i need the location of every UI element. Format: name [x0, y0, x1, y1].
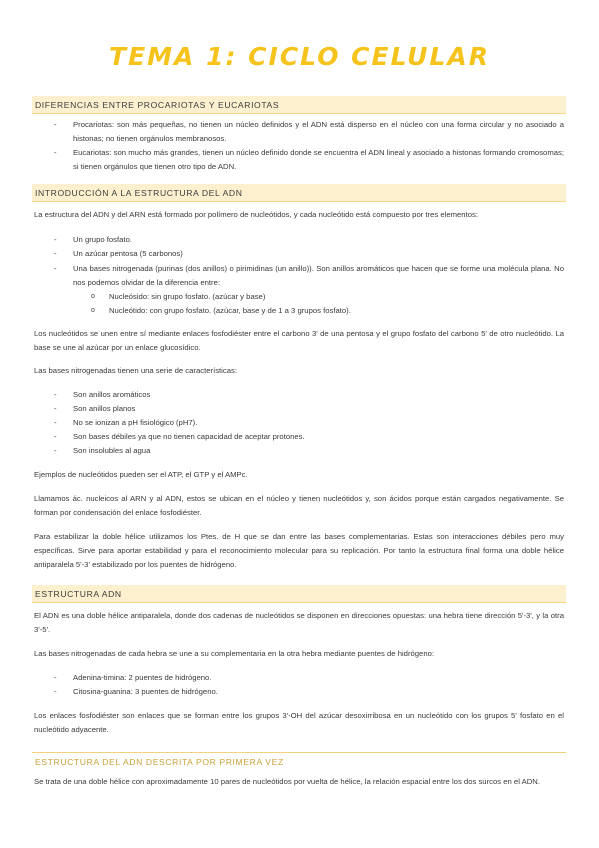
list-item: Un azúcar pentosa (5 carbonos) — [73, 249, 183, 258]
list-item: Son anillos planos — [73, 404, 136, 413]
dash-marker: - — [54, 390, 57, 399]
list-item: Son insolubles al agua — [73, 446, 151, 455]
paragraph: Los enlaces fosfodiéster son enlaces que se forman entre los grupos 3'-OH del azúcar desoxirribosa en un nucleótido con los grupos 5' fosfato en el nucleótido adyacente. — [34, 711, 564, 734]
paragraph: El ADN es una doble hélice antiparalela, donde dos cadenas de nucleótidos se disponen en direcciones opuestas: una hebra tiene dirección 5'-3', y la otra 3'-5'. — [34, 611, 564, 634]
list-item: Son anillos aromáticos — [73, 390, 151, 399]
dash-marker: - — [54, 446, 57, 455]
paragraph: Para estabilizar la doble hélice utilizamos los Ptes. de H que se dan entre las bases complementarias. Estas son interacciones débiles pero muy específicas. Sirve para aportar estabilidad y para el reconocimiento molecular para su replicación. Por tanto la estructura final forma una doble hélice antiparalela 5'-3' estabilizado por los puentes de hidrógeno. — [34, 532, 564, 569]
list-item: Procariotas: son más pequeñas, no tienen un núcleo definidos y el ADN está disperso en el núcleo con una forma circular y no asociado a histonas; no tienen orgánulos membranosos. — [73, 120, 564, 143]
paragraph: Llamamos ác. nucleicos al ARN y al ADN, estos se ubican en el núcleo y tienen nucleótidos y, son ácidos porque están cargados negativamente. Se forman por condensación del enlace fosfodiéster. — [34, 494, 564, 517]
list-item: Eucariotas: son mucho más grandes, tienen un núcleo definido donde se encuentra el ADN lineal y asociado a histonas formando cromosomas; si tienen orgánulos que tienen otro tipo de ADN. — [73, 148, 564, 171]
paragraph: Los nucleótidos se unen entre sí mediante enlaces fosfodiéster entre el carbono 3' de una pentosa y el grupo fosfato del carbono 5' de otro nucleótido. La base se une al azúcar por un enlace glucosídico. — [34, 329, 564, 352]
list-item: Una bases nitrogenada (purinas (dos anillos) o pirimidinas (un anillo)). Son anillos aromáticos que hacen que se forme una molécula plana. No nos podemos olvidar de la diferencia entre: — [73, 264, 564, 287]
bullet-marker: o — [91, 293, 95, 300]
dash-marker: - — [54, 432, 57, 441]
dash-marker: - — [54, 418, 57, 427]
dash-marker: - — [54, 404, 57, 413]
dash-marker: - — [54, 673, 57, 682]
paragraph: La estructura del ADN y del ARN está formado por polímero de nucleótidos, y cada nucleótido está compuesto por tres elementos: — [34, 210, 478, 219]
paragraph: Las bases nitrogenadas tienen una serie de características: — [34, 366, 237, 375]
page-title: TEMA 1: CICLO CELULAR — [109, 42, 490, 71]
section-heading-introduccion: INTRODUCCIÓN A LA ESTRUCTURA DEL ADN — [32, 184, 566, 202]
paragraph: Se trata de una doble hélice con aproximadamente 10 pares de nucleótidos por vuelta de hélice, la relación espacial entre los dos surcos en el ADN. — [34, 777, 540, 786]
paragraph: Ejemplos de nucleótidos pueden ser el ATP, el GTP y el AMPc. — [34, 470, 248, 479]
list-item: Adenina-timina: 2 puentes de hidrógeno. — [73, 673, 212, 682]
bullet-marker: o — [91, 307, 95, 314]
section-heading-primera-vez: ESTRUCTURA DEL ADN DESCRITA POR PRIMERA VEZ — [32, 752, 566, 770]
sub-list-item: Nucleósido: sin grupo fosfato. (azúcar y base) — [109, 292, 266, 301]
dash-marker: - — [54, 148, 57, 157]
paragraph: Las bases nitrogenadas de cada hebra se une a su complementaria en la otra hebra mediante puentes de hidrógeno: — [34, 649, 435, 658]
list-item: Citosina-guanina: 3 puentes de hidrógeno. — [73, 687, 218, 696]
dash-marker: - — [54, 120, 57, 129]
dash-marker: - — [54, 687, 57, 696]
section-heading-diferencias: DIFERENCIAS ENTRE PROCARIOTAS Y EUCARIOTAS — [32, 96, 566, 114]
section-heading-estructura: ESTRUCTURA ADN — [32, 585, 566, 603]
list-item: Son bases débiles ya que no tienen capacidad de aceptar protones. — [73, 432, 305, 441]
list-item: Un grupo fosfato. — [73, 235, 132, 244]
dash-marker: - — [54, 249, 57, 258]
dash-marker: - — [54, 264, 57, 273]
dash-marker: - — [54, 235, 57, 244]
sub-list-item: Nucleótido: con grupo fosfato. (azúcar, base y de 1 a 3 grupos fosfato). — [109, 306, 351, 315]
list-item: No se ionizan a pH fisiológico (pH7). — [73, 418, 198, 427]
